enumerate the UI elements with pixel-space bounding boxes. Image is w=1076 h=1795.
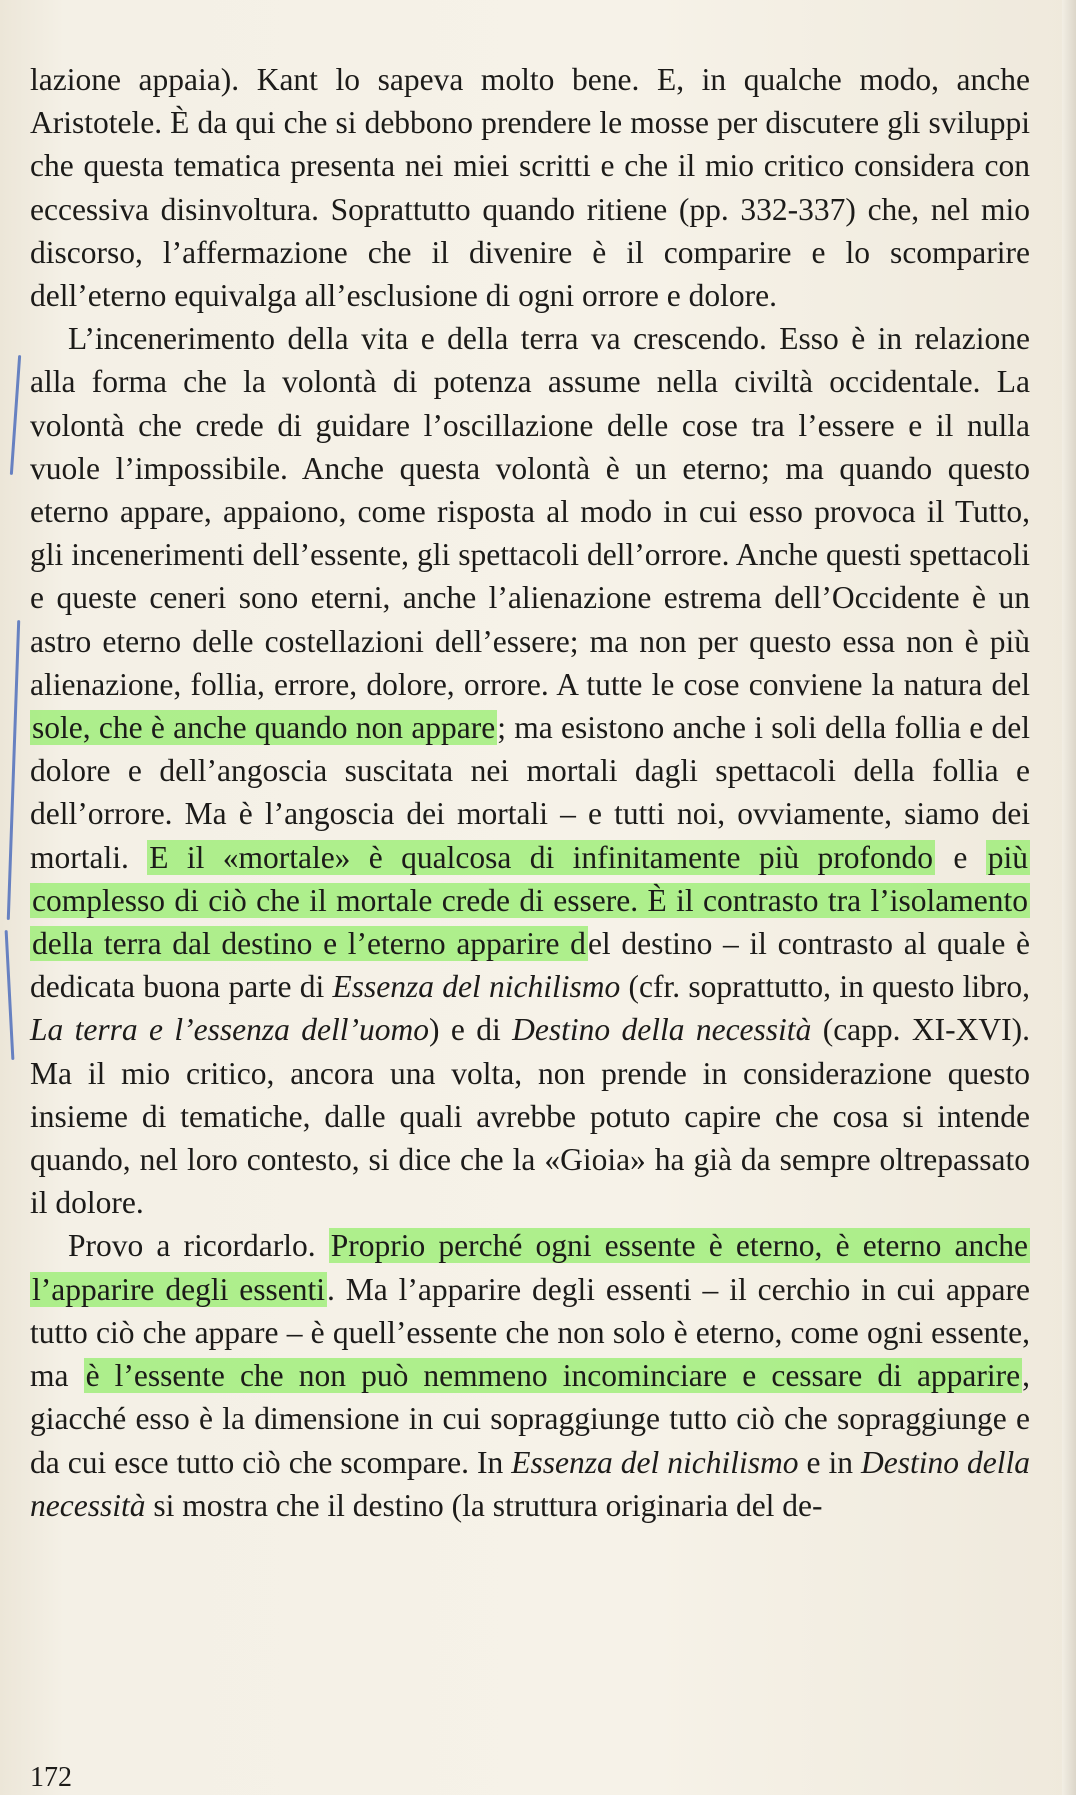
- page-edge: [1062, 0, 1076, 1795]
- italic-title: Essenza del nichilismo: [511, 1444, 799, 1480]
- text-run: ; ma esistono anche i soli della follia e del dolore e dell’angoscia suscitata nei mortali dagli spettacoli della follia e dell’orrore. Ma è l’angoscia dei mortali – e tutti noi, ovviamente, siamo dei mortali.: [30, 710, 1030, 875]
- pen-margin-mark: [7, 620, 20, 920]
- italic-title: Destino della necessità: [512, 1012, 812, 1048]
- paragraph: [30, 317, 1030, 1224]
- paragraph: [30, 58, 1030, 317]
- text-run: e: [935, 839, 986, 875]
- text-run: (capp. XI-XVI). Ma il mio critico, ancora una volta, non prende in considerazione questo insieme di tematiche, dalle quali avrebbe potuto capire che cosa si intende quando, nel loro contesto, si dice che la «Gioia» ha già da sempre oltrepassato il dolore.: [30, 1012, 1030, 1221]
- text-run: ) e di: [428, 1012, 513, 1048]
- text-run: . Ma l’apparire degli essenti – il cerchio in cui appare tutto ciò che appare – è quell’essente che non solo è eterno, come ogni essente, ma: [30, 1271, 1030, 1394]
- highlighted-text: è l’essente che non può nemmeno incominciare e cessare di apparire: [85, 1358, 1021, 1394]
- highlighted-text: E il «mortale» è qualcosa di infinitamente più profondo: [149, 839, 934, 875]
- text-run: Provo a ricordarlo.: [68, 1228, 329, 1264]
- body-text: [30, 58, 1030, 1527]
- text-run: , giacché esso è la dimensione in cui sopraggiunge tutto ciò che sopraggiunge e da cui esce tutto ciò che scompare. In: [30, 1358, 1031, 1480]
- text-run: lazione appaia). Kant lo sapeva molto bene. E, in qualche modo, anche Aristotele. È da qui che si debbono prendere le mosse per discutere gli sviluppi che questa tematica presenta nei miei scritti e che il mio critico considera con eccessiva disinvoltura. Soprattutto quando ritiene (pp. 332-337) che, nel mio discorso, l’affermazione che il divenire è il comparire e lo scomparire dell’eterno equivalga all’esclusione di ogni orrore e dolore.: [30, 62, 1030, 314]
- text-run: e in: [798, 1444, 862, 1480]
- italic-title: La terra e l’essenza dell’uomo: [30, 1012, 429, 1048]
- italic-title: Essenza del nichilismo: [332, 969, 621, 1005]
- highlighted-text: Proprio perché ogni essente è eterno, è eterno anche l’apparire degli essenti: [32, 1228, 1028, 1307]
- paragraph: [30, 1224, 1030, 1526]
- pen-margin-mark: [5, 930, 15, 1060]
- text-run: el destino – il contrasto al quale è dedicata buona parte di: [30, 926, 1030, 1005]
- text-run: L’incenerimento della vita e della terra va crescendo. Esso è in relazione alla forma che la volontà di potenza assume nella civiltà occidentale. La volontà che crede di guidare l’oscillazione delle cose tra l’essere e il nulla vuole l’impossibile. Anche questa volontà è un eterno; ma quando questo eterno appare, appaiono, come risposta al modo in cui esso provoca il Tutto, gli incenerimenti dell’essente, gli spettacoli dell’orrore. Anche questi spettacoli e queste ceneri sono eterni, anche l’alienazione estrema dell’Occidente è un astro eterno delle costellazioni dell’essere; ma non per questo essa non è più alienazione, follia, errore, dolore, orrore. A tutte le cose conviene la natura del: [30, 321, 1030, 702]
- pen-margin-mark: [10, 355, 21, 475]
- page-number: 172: [30, 1762, 72, 1793]
- text-run: (cfr. soprattutto, in questo libro,: [620, 969, 1030, 1005]
- highlighted-text: sole, che è anche quando non appare: [32, 710, 496, 746]
- highlighted-text: più complesso di ciò che il mortale crede di essere. È il contrasto tra l’isolamento della terra dal destino e l’eterno apparire d: [32, 839, 1029, 962]
- italic-title: Destino della necessità: [30, 1444, 1030, 1523]
- text-run: si mostra che il destino (la struttura originaria del de-: [145, 1487, 823, 1523]
